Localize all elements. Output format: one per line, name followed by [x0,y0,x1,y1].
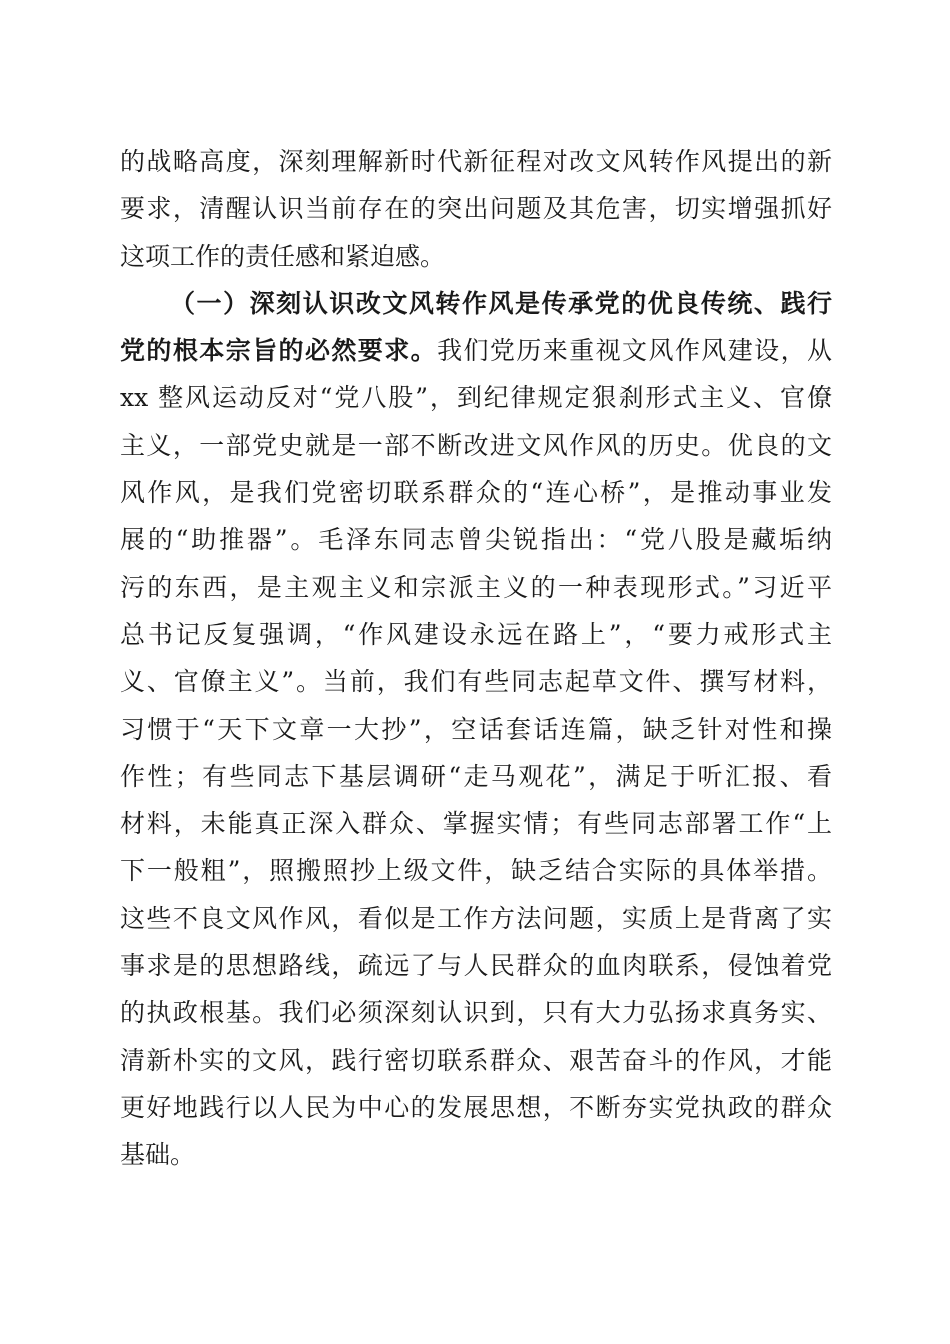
text-line: 事求是的思想路线，疏远了与人民群众的血肉联系，侵蚀着党 [120,951,832,981]
document-body [120,138,832,1179]
text-line: 习惯于“天下文章一大抄”，空话套话连篇，缺乏针对性和操 [120,714,832,744]
section-heading-end: 党的根本宗旨的必然要求。 [120,336,438,366]
text-line: 污的东西，是主观主义和宗派主义的一种表现形式。”习近平 [120,572,832,602]
text-line: 清新朴实的文风，践行密切联系群众、艰苦奋斗的作风，才能 [120,1045,832,1075]
text-line: 材料，未能真正深入群众、掌握实情；有些同志部署工作“上 [120,809,832,839]
text-line: 的战略高度，深刻理解新时代新征程对改文风转作风提出的新 [120,147,832,176]
text-line [120,327,832,374]
text-line: 总书记反复强调，“作风建设永远在路上”，“要力戒形式主 [120,619,832,649]
text-line: 更好地践行以人民为中心的发展思想，不断夯实党执政的群众 [120,1092,832,1122]
text-line: 这些不良文风作风，看似是工作方法问题，实质上是背离了实 [120,903,832,933]
text-line: 要求，清醒认识当前存在的突出问题及其危害，切实增强抓好 [120,194,832,224]
text-line: 义、官僚主义”。当前，我们有些同志起草文件、撰写材料， [120,667,832,697]
text-line: 作性；有些同志下基层调研“走马观花”，满足于听汇报、看 [120,761,832,791]
text-line: 基础。 [120,1140,196,1170]
section-heading: （一）深刻认识改文风转作风是传承党的优良传统、践行 [170,288,832,318]
text-line: 展的“助推器”。毛泽东同志曾尖锐指出：“党八股是藏垢纳 [120,525,832,555]
text-line: 主义，一部党史就是一部不断改进文风作风的历史。优良的文 [120,430,832,460]
text-line: 下一般粗”，照搬照抄上级文件，缺乏结合实际的具体举措。 [120,856,832,886]
text-line: 风作风，是我们党密切联系群众的“连心桥”，是推动事业发 [120,478,832,508]
text-segment: 我们党历来重视文风作风建设，从 [437,336,832,366]
text-line: xx 整风运动反对“党八股”，到纪律规定狠刹形式主义、官僚 [120,383,832,413]
text-line: 这项工作的责任感和紧迫感。 [120,241,446,271]
text-line: 的执政根基。我们必须深刻认识到，只有大力弘扬求真务实、 [120,998,832,1028]
